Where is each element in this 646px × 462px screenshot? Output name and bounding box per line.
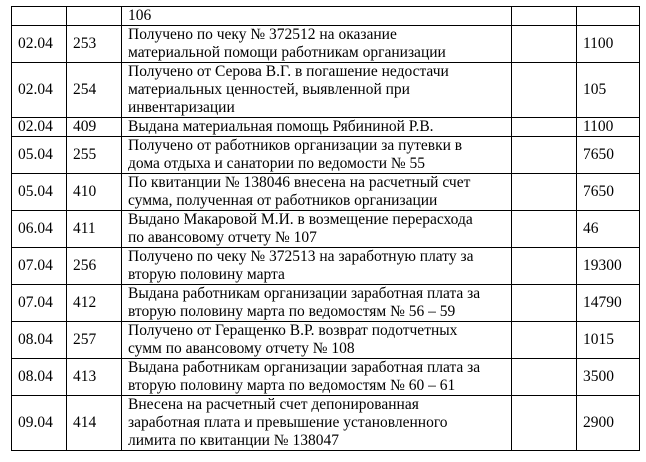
cell-date xyxy=(12,7,67,26)
table-row xyxy=(12,174,640,211)
cell-amount: 14790 xyxy=(577,285,640,322)
cell-doc-number: 410 xyxy=(67,174,122,211)
cell-blank xyxy=(512,285,577,322)
cell-amount: 105 xyxy=(577,63,640,118)
cell-description: Внесена на расчетный счет депонированная заработная плата и превышение установленного лимита по квитанции № 138047 xyxy=(122,396,512,451)
cell-blank xyxy=(512,26,577,63)
table-row xyxy=(12,118,640,137)
cell-description: Получено от Геращенко В.Р. возврат подотчетных сумм по авансовому отчету № 108 xyxy=(122,322,512,359)
cell-date: 05.04 xyxy=(12,137,67,174)
cell-amount: 1100 xyxy=(577,26,640,63)
table-row xyxy=(12,26,640,63)
cell-amount: 7650 xyxy=(577,137,640,174)
cell-description: Получено от Серова В.Г. в погашение недостачи материальных ценностей, выявленной при инвентаризации xyxy=(122,63,512,118)
cell-description: Получено от работников организации за путевки в дома отдыха и санатории по ведомости № 55 xyxy=(122,137,512,174)
cell-doc-number: 414 xyxy=(67,396,122,451)
cell-amount: 1100 xyxy=(577,118,640,137)
cell-date: 02.04 xyxy=(12,26,67,63)
cell-blank xyxy=(512,359,577,396)
cell-description: Получено по чеку № 372513 на заработную плату за вторую половину марта xyxy=(122,248,512,285)
cell-description: Выдана работникам организации заработная плата за вторую половину марта по ведомостям № 60 – 61 xyxy=(122,359,512,396)
cell-blank xyxy=(512,137,577,174)
cell-blank xyxy=(512,211,577,248)
table-row xyxy=(12,211,640,248)
cell-date: 07.04 xyxy=(12,248,67,285)
table-row xyxy=(12,63,640,118)
cell-blank xyxy=(512,63,577,118)
table-row xyxy=(12,396,640,451)
cell-blank xyxy=(512,174,577,211)
cell-date: 07.04 xyxy=(12,285,67,322)
table-row xyxy=(12,137,640,174)
cell-doc-number: 409 xyxy=(67,118,122,137)
cell-description: 106 xyxy=(122,7,512,26)
cell-doc-number: 413 xyxy=(67,359,122,396)
cell-description: Выдана работникам организации заработная плата за вторую половину марта по ведомостям № 56 – 59 xyxy=(122,285,512,322)
cell-date: 08.04 xyxy=(12,322,67,359)
cell-blank xyxy=(512,396,577,451)
cell-date: 06.04 xyxy=(12,211,67,248)
cell-doc-number: 257 xyxy=(67,322,122,359)
cell-doc-number: 412 xyxy=(67,285,122,322)
cell-doc-number: 254 xyxy=(67,63,122,118)
cell-amount: 1015 xyxy=(577,322,640,359)
table-body xyxy=(12,7,640,451)
cell-amount: 3500 xyxy=(577,359,640,396)
table-row xyxy=(12,7,640,26)
cell-doc-number: 411 xyxy=(67,211,122,248)
table-row xyxy=(12,322,640,359)
cell-date: 09.04 xyxy=(12,396,67,451)
cell-doc-number: 253 xyxy=(67,26,122,63)
cell-description: Выдано Макаровой М.И. в возмещение перерасхода по авансовому отчету № 107 xyxy=(122,211,512,248)
cell-doc-number xyxy=(67,7,122,26)
cell-amount xyxy=(577,7,640,26)
cell-blank xyxy=(512,248,577,285)
cell-amount: 46 xyxy=(577,211,640,248)
cell-blank xyxy=(512,322,577,359)
cell-date: 02.04 xyxy=(12,118,67,137)
table-row xyxy=(12,248,640,285)
cell-blank xyxy=(512,118,577,137)
cell-amount: 2900 xyxy=(577,396,640,451)
cell-date: 02.04 xyxy=(12,63,67,118)
cell-doc-number: 256 xyxy=(67,248,122,285)
cash-book-table xyxy=(11,6,640,451)
cell-date: 08.04 xyxy=(12,359,67,396)
cell-description: Выдана материальная помощь Рябининой Р.В. xyxy=(122,118,512,137)
cell-doc-number: 255 xyxy=(67,137,122,174)
cell-amount: 7650 xyxy=(577,174,640,211)
cell-amount: 19300 xyxy=(577,248,640,285)
table-row xyxy=(12,285,640,322)
cell-date: 05.04 xyxy=(12,174,67,211)
table-row xyxy=(12,359,640,396)
cell-blank xyxy=(512,7,577,26)
cell-description: Получено по чеку № 372512 на оказание материальной помощи работникам организации xyxy=(122,26,512,63)
cell-description: По квитанции № 138046 внесена на расчетный счет сумма, полученная от работников организации xyxy=(122,174,512,211)
